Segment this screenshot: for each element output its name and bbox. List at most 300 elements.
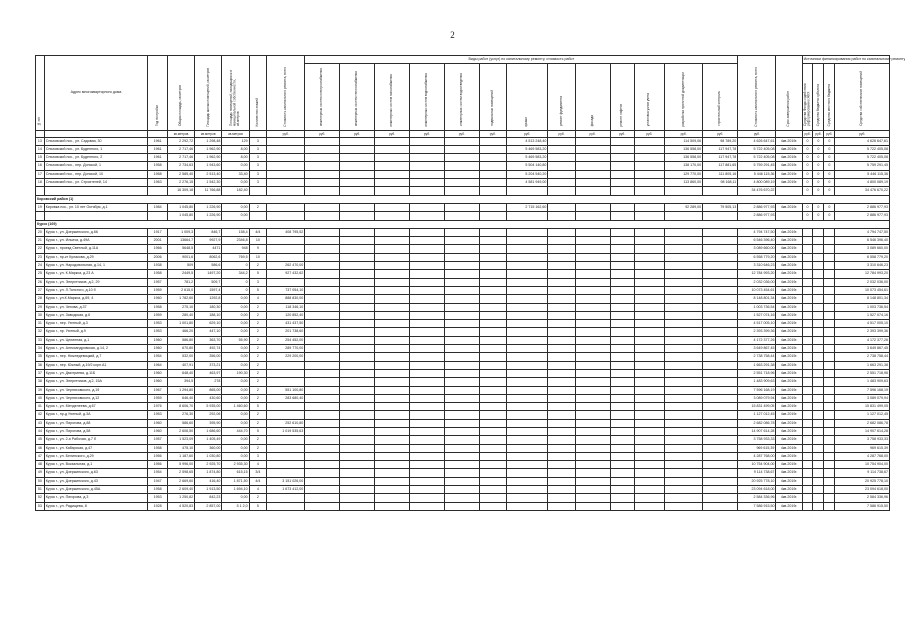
- row-owners: 4 800 089,19: [835, 179, 890, 187]
- row-year: 1959: [148, 286, 168, 294]
- row-owners: 6 558 779,20: [835, 253, 890, 261]
- row-work-cost: [375, 353, 410, 361]
- row-work-cost: [375, 394, 410, 402]
- row-work-cost: [506, 320, 547, 328]
- row-floors: 4/4: [249, 228, 266, 236]
- row-total: 1 663 291,38: [738, 361, 776, 369]
- row-budget-local: [824, 461, 835, 469]
- row-work-cost: [548, 477, 575, 485]
- row-budget-local: [824, 320, 835, 328]
- row-work-cost: 4 513 248,40: [506, 137, 547, 145]
- row-living-area: 1597,4: [195, 286, 222, 294]
- row-work-cost: [575, 245, 610, 253]
- row-budget-local: [824, 486, 835, 494]
- row-living-area: 509,7: [195, 278, 222, 286]
- row-work-cost: [305, 378, 340, 386]
- row-total: 6 546 396,40: [738, 237, 776, 245]
- row-living-area: 395,90: [195, 419, 222, 427]
- row-total: 1 003 736,54: [738, 303, 776, 311]
- row-work-cost: [375, 378, 410, 386]
- row-work-cost: [444, 245, 479, 253]
- header-area-living: Площадь жилых помещений, кв.метров: [195, 56, 222, 131]
- row-area: 1 009,3: [167, 228, 194, 236]
- row-fund: [802, 228, 813, 236]
- row-work-cost: [548, 179, 575, 187]
- header-total: Стоимость капитального ремонта, всего: [738, 56, 776, 131]
- row-budget-local: [824, 444, 835, 452]
- row-work-cost: [305, 469, 340, 477]
- row-work-cost: 79 505,13: [703, 203, 738, 211]
- row-floors: 9: [249, 245, 266, 253]
- subtotal-owners: 34 476 670,22: [835, 187, 890, 195]
- row-year: 1953: [148, 494, 168, 502]
- row-budget-local: [824, 270, 835, 278]
- row-deadline: 4кв.2019г.: [776, 162, 802, 170]
- row-budget-local: [824, 295, 835, 303]
- row-municipal-area: 0,00: [222, 328, 249, 336]
- row-work-cost: [575, 170, 610, 178]
- row-budget-local: [824, 278, 835, 286]
- row-number: 34: [36, 345, 45, 353]
- row-living-area: 9927,9: [195, 237, 222, 245]
- page-number: 2: [450, 30, 455, 40]
- row-owners: 5 446 115,36: [835, 170, 890, 178]
- row-work-cost: [634, 369, 665, 377]
- row-electric-cost: [267, 145, 305, 153]
- row-work-cost: [610, 419, 634, 427]
- row-total: 4 517 005,10: [738, 320, 776, 328]
- row-area: 1 187,60: [167, 452, 194, 460]
- row-work-cost: [548, 137, 575, 145]
- row-work-cost: [634, 320, 665, 328]
- table-row: [36, 378, 890, 386]
- row-work-cost: [506, 403, 547, 411]
- row-budget-local: 0: [824, 154, 835, 162]
- row-work-cost: [610, 436, 634, 444]
- row-work-cost: [703, 336, 738, 344]
- row-work-cost: [444, 311, 479, 319]
- row-owners: 2 551 718,96: [835, 369, 890, 377]
- row-work-cost: [575, 286, 610, 294]
- row-work-cost: [375, 253, 410, 261]
- row-number: 14: [36, 145, 45, 153]
- row-electric-cost: [267, 237, 305, 245]
- row-electric-cost: [267, 494, 305, 502]
- row-work-cost: [548, 311, 575, 319]
- header-area-total: Общая площадь, кв.метров: [167, 56, 194, 131]
- row-fund: [802, 419, 813, 427]
- row-work-cost: [305, 170, 340, 178]
- row-work-cost: [340, 419, 375, 427]
- row-year: 1958: [148, 162, 168, 170]
- row-municipal-area: 615,15: [222, 469, 249, 477]
- row-owners: 23 094 618,00: [835, 486, 890, 494]
- row-owners: 1 483 909,63: [835, 378, 890, 386]
- row-work-cost: [375, 452, 410, 460]
- row-deadline: 4кв.2019г.: [776, 436, 802, 444]
- row-work-cost: [305, 345, 340, 353]
- row-living-area: 356,00: [195, 353, 222, 361]
- row-work-cost: [548, 336, 575, 344]
- row-work-cost: [665, 361, 703, 369]
- row-work-cost: [548, 394, 575, 402]
- row-work-cost: [340, 179, 375, 187]
- row-total: 2 886 977,93: [738, 203, 776, 211]
- row-work-cost: [340, 477, 375, 485]
- row-owners: 3 758 933,33: [835, 436, 890, 444]
- row-area: 2449,5: [167, 270, 194, 278]
- row-work-cost: [665, 253, 703, 261]
- row-work-cost: [610, 253, 634, 261]
- row-work-cost: [610, 369, 634, 377]
- row-floors: 3: [249, 452, 266, 460]
- row-address: Курск г., ул. Александровская, д.14, 2: [44, 345, 148, 353]
- row-work-cost: [634, 262, 665, 270]
- row-total: 4 800 089,19: [738, 179, 776, 187]
- row-budget-subject: [813, 262, 824, 270]
- row-work-cost: [340, 170, 375, 178]
- row-budget-subject: [813, 228, 824, 236]
- section-title: Курск (169): [36, 220, 890, 228]
- row-total: 3 089 660,00: [738, 245, 776, 253]
- row-municipal-area: 769,5: [222, 253, 249, 261]
- row-work-cost: [548, 328, 575, 336]
- row-address: Курск г., ул. Пирогова, д.58: [44, 427, 148, 435]
- row-work-cost: [375, 295, 410, 303]
- row-area: 276,30: [167, 411, 194, 419]
- row-work-cost: [548, 369, 575, 377]
- table-row: [36, 427, 890, 435]
- row-electric-cost: [267, 154, 305, 162]
- row-budget-local: [824, 369, 835, 377]
- row-year: 2001: [148, 237, 168, 245]
- row-work-cost: [375, 303, 410, 311]
- row-area: 275,10: [167, 303, 194, 311]
- row-total: 3 310 646,23: [738, 262, 776, 270]
- row-area: 1 250,82: [167, 494, 194, 502]
- row-budget-local: [824, 419, 835, 427]
- row-work-cost: [575, 461, 610, 469]
- row-work-cost: [340, 162, 375, 170]
- row-work-cost: [548, 237, 575, 245]
- row-work-cost: [703, 477, 738, 485]
- row-work-cost: [444, 494, 479, 502]
- row-work-cost: [665, 328, 703, 336]
- row-work-cost: [375, 461, 410, 469]
- row-total: 3 758 933,33: [738, 436, 776, 444]
- row-work-cost: [479, 353, 506, 361]
- row-work-cost: [703, 444, 738, 452]
- row-work-cost: [409, 461, 444, 469]
- row-budget-local: [824, 452, 835, 460]
- row-municipal-area: 1 460,60: [222, 403, 249, 411]
- row-municipal-area: 0: [222, 262, 249, 270]
- row-work-cost: [375, 336, 410, 344]
- table-row: [36, 494, 890, 502]
- subtotal-cell: [409, 187, 444, 195]
- row-total: 5 722 405,08: [738, 154, 776, 162]
- row-number: 53: [36, 502, 45, 510]
- row-owners: 2 886 977,93: [835, 203, 890, 211]
- row-address: Курск г., пр-д Уютный, д.3А: [44, 411, 148, 419]
- row-work-cost: [506, 461, 547, 469]
- row-owners: 1 003 736,54: [835, 303, 890, 311]
- row-work-cost: [479, 403, 506, 411]
- row-work-cost: [409, 162, 444, 170]
- subtotal-cell: [479, 187, 506, 195]
- row-work-cost: [444, 469, 479, 477]
- row-work-cost: [409, 237, 444, 245]
- row-budget-local: [824, 228, 835, 236]
- section-title: Кировский район (1): [36, 195, 890, 203]
- row-work-cost: [479, 502, 506, 510]
- row-work-cost: [634, 452, 665, 460]
- row-work-cost: [548, 203, 575, 211]
- row-work-cost: [665, 494, 703, 502]
- row-living-area: 180,30: [195, 303, 222, 311]
- row-fund: [802, 278, 813, 286]
- row-budget-subject: [813, 311, 824, 319]
- row-work-cost: [375, 137, 410, 145]
- row-work-cost: [506, 452, 547, 460]
- row-fund: [802, 461, 813, 469]
- row-number: 43: [36, 419, 45, 427]
- row-work-cost: [665, 295, 703, 303]
- row-electric-cost: [267, 253, 305, 261]
- header-source-0: Средства Фонда содействия реформированию ЖКХ: [802, 64, 813, 130]
- row-floors: 2: [249, 378, 266, 386]
- row-living-area: 463,97: [195, 369, 222, 377]
- row-work-cost: [665, 303, 703, 311]
- row-deadline: 4кв.2019г.: [776, 419, 802, 427]
- row-budget-local: [824, 336, 835, 344]
- row-year: 1954: [148, 469, 168, 477]
- row-work-cost: [575, 444, 610, 452]
- row-work-cost: [375, 237, 410, 245]
- row-owners: 5 722 405,08: [835, 154, 890, 162]
- row-floors: 2: [249, 345, 266, 353]
- row-work-cost: [375, 444, 410, 452]
- row-work-cost: [444, 486, 479, 494]
- row-work-cost: [444, 237, 479, 245]
- row-area: 2 717,46: [167, 154, 194, 162]
- row-electric-cost: [267, 369, 305, 377]
- subtotal-fund: 0: [802, 187, 813, 195]
- row-work-cost: [305, 486, 340, 494]
- table-row: [36, 262, 890, 270]
- row-work-cost: [634, 162, 665, 170]
- row-electric-cost: [267, 137, 305, 145]
- row-work-cost: [575, 311, 610, 319]
- row-municipal-area: 129: [222, 137, 249, 145]
- row-work-cost: [375, 245, 410, 253]
- row-work-cost: [575, 253, 610, 261]
- row-work-cost: [444, 419, 479, 427]
- row-work-cost: [665, 237, 703, 245]
- row-year: 1960: [148, 345, 168, 353]
- row-work-cost: [305, 237, 340, 245]
- header-work-0: инженерных систем электроснабжения: [305, 64, 340, 130]
- row-municipal-area: 1 694,10: [222, 486, 249, 494]
- row-electric-cost: [267, 411, 305, 419]
- row-work-cost: [665, 345, 703, 353]
- row-work-cost: [375, 361, 410, 369]
- row-floors: 2: [249, 262, 266, 270]
- row-work-cost: [610, 137, 634, 145]
- row-work-cost: [575, 270, 610, 278]
- row-work-cost: [703, 262, 738, 270]
- row-area: 1 045,80: [167, 203, 194, 211]
- row-electric-cost: [267, 170, 305, 178]
- row-work-cost: [479, 278, 506, 286]
- row-year: 1958: [148, 486, 168, 494]
- row-address: Курск г., ул. Пирогова, д.88: [44, 419, 148, 427]
- row-work-cost: [506, 444, 547, 452]
- row-work-cost: [444, 303, 479, 311]
- row-work-cost: [444, 444, 479, 452]
- table-row: [36, 137, 890, 145]
- row-work-cost: [409, 228, 444, 236]
- row-work-cost: [665, 427, 703, 435]
- row-work-cost: [703, 345, 738, 353]
- row-work-cost: [703, 386, 738, 394]
- row-work-cost: [375, 369, 410, 377]
- row-work-cost: [548, 262, 575, 270]
- row-deadline: 4кв.2019г.: [776, 228, 802, 236]
- row-work-cost: [479, 469, 506, 477]
- row-work-cost: [548, 444, 575, 452]
- row-owners: 4 287 768,00: [835, 452, 890, 460]
- header-work-4: инженерных систем водоотведения: [444, 64, 479, 130]
- row-year: 1957: [148, 436, 168, 444]
- table-row: [36, 270, 890, 278]
- row-work-cost: [340, 262, 375, 270]
- section-row: [36, 195, 890, 203]
- row-total: 3 649 867,45: [738, 345, 776, 353]
- row-total: 5 446 115,36: [738, 170, 776, 178]
- row-work-cost: [634, 179, 665, 187]
- row-budget-local: 0: [824, 145, 835, 153]
- row-work-cost: 117 947,78: [703, 154, 738, 162]
- row-municipal-area: 0,00: [222, 394, 249, 402]
- row-electric-cost: 201 738,60: [267, 328, 305, 336]
- row-budget-subject: [813, 295, 824, 303]
- row-fund: [802, 469, 813, 477]
- row-municipal-area: 0,00: [222, 203, 249, 211]
- table-row: [36, 278, 890, 286]
- row-work-cost: [703, 369, 738, 377]
- row-budget-subject: [813, 336, 824, 344]
- row-electric-cost: [267, 162, 305, 170]
- row-year: 1961: [148, 145, 168, 153]
- row-area: 2 276,15: [167, 179, 194, 187]
- row-total: 9 114 738,67: [738, 469, 776, 477]
- row-work-cost: [610, 427, 634, 435]
- header-work-7: ремонт фундамента: [548, 64, 575, 130]
- row-deadline: 4кв.2019г.: [776, 502, 802, 510]
- row-floors: 4: [249, 486, 266, 494]
- row-work-cost: [506, 378, 547, 386]
- row-floors: 2: [249, 444, 266, 452]
- row-work-cost: [375, 436, 410, 444]
- row-owners: 2 393 399,36: [835, 328, 890, 336]
- row-work-cost: [506, 477, 547, 485]
- row-work-cost: [703, 303, 738, 311]
- row-number: 32: [36, 328, 45, 336]
- row-total: 8 148 801,34: [738, 295, 776, 303]
- row-work-cost: [634, 228, 665, 236]
- row-work-cost: 138 170,00: [665, 162, 703, 170]
- row-fund: 0: [802, 179, 813, 187]
- row-deadline: 4кв.2019г.: [776, 170, 802, 178]
- subtotal-living: 1 226,90: [195, 212, 222, 220]
- row-fund: [802, 403, 813, 411]
- subtotal-cell: [665, 187, 703, 195]
- row-work-cost: [305, 394, 340, 402]
- row-number: 45: [36, 436, 45, 444]
- row-work-cost: [479, 386, 506, 394]
- row-work-cost: [548, 452, 575, 460]
- row-budget-subject: [813, 278, 824, 286]
- row-floors: 5: [249, 427, 266, 435]
- row-total: 12 784 993,20: [738, 270, 776, 278]
- row-work-cost: [634, 444, 665, 452]
- header-floors: Количество этажей: [249, 56, 266, 131]
- row-work-cost: [305, 137, 340, 145]
- row-work-cost: [610, 270, 634, 278]
- row-deadline: 4кв.2019г.: [776, 494, 802, 502]
- row-work-cost: [409, 245, 444, 253]
- row-address: Ольховский пос., ул. Садовая, 30: [44, 137, 148, 145]
- row-work-cost: [665, 262, 703, 270]
- row-work-cost: [575, 237, 610, 245]
- row-budget-local: [824, 427, 835, 435]
- row-work-cost: [444, 145, 479, 153]
- row-budget-local: [824, 469, 835, 477]
- row-fund: 0: [802, 137, 813, 145]
- row-budget-subject: [813, 436, 824, 444]
- row-work-cost: [340, 369, 375, 377]
- subtotal-cell: [610, 212, 634, 220]
- row-work-cost: [305, 162, 340, 170]
- row-work-cost: [665, 436, 703, 444]
- row-municipal-area: 2 935,30: [222, 461, 249, 469]
- table-row: [36, 361, 890, 369]
- row-work-cost: [479, 361, 506, 369]
- row-area: 532,00: [167, 353, 194, 361]
- row-number: 23: [36, 253, 45, 261]
- row-work-cost: [665, 270, 703, 278]
- row-area: 646,40: [167, 394, 194, 402]
- row-work-cost: [665, 452, 703, 460]
- row-address: Курск г., ул. Л.Толстого, д.10 б: [44, 286, 148, 294]
- row-work-cost: [305, 336, 340, 344]
- row-number: 27: [36, 286, 45, 294]
- row-total: 3 089 079,94: [738, 394, 776, 402]
- row-work-cost: [575, 419, 610, 427]
- row-floors: 2: [249, 494, 266, 502]
- row-fund: [802, 444, 813, 452]
- row-floors: 2: [249, 394, 266, 402]
- row-work-cost: [506, 228, 547, 236]
- row-owners: 12 784 993,20: [835, 270, 890, 278]
- row-electric-cost: [267, 203, 305, 211]
- row-work-cost: [375, 469, 410, 477]
- row-work-cost: [305, 145, 340, 153]
- row-electric-cost: 888 830,00: [267, 295, 305, 303]
- row-work-cost: [305, 477, 340, 485]
- table-row: [36, 154, 890, 162]
